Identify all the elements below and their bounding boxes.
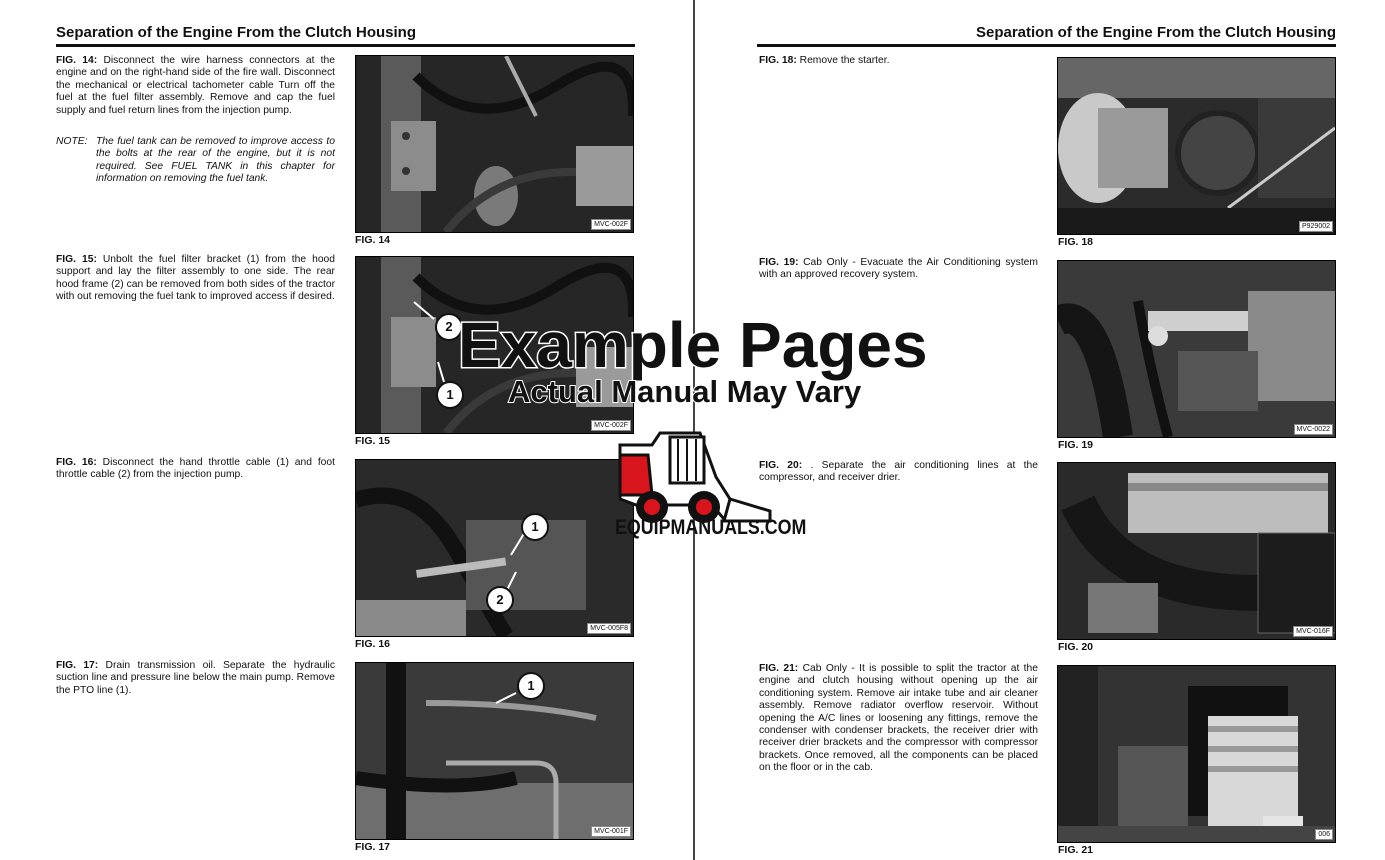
fig21-code: 006 <box>1315 829 1333 840</box>
engine-photo-graphic <box>356 56 633 232</box>
fig17-text: Drain transmission oil. Separate the hydraulic suction line and pressure line below the main pump. Remove the PTO line (1). <box>56 660 335 696</box>
fig14-instructions <box>56 55 335 117</box>
callout-1: 1 <box>436 381 464 409</box>
fig19-text: Cab Only - Evacuate the Air Conditioning system with an approved recovery system. <box>759 257 1038 281</box>
fig21-text: Cab Only - It is possible to split the tractor at the engine and clutch housing without opening up the air conditioning system. Remove air intake tube and air cleaner assembly. Remove radiator overflow reservoir. Without opening the A/C lines or loosening any fittings, remove the condenser with condenser brackets, the receiver drier with receiver drier brackets and the compressor with compressor brackets. Once removed, all the components can be placed on the floor or in the cab. <box>759 663 1038 774</box>
fig18-instructions <box>759 55 1038 67</box>
watermark-subtitle: Actual Manual May Vary <box>508 374 862 409</box>
fig14-code: MVC-002F <box>591 219 631 230</box>
fig18-code: P929002 <box>1299 221 1333 232</box>
fig14-photo <box>355 55 634 233</box>
fig20-text: . Separate the air conditioning lines at the compressor, and receiver drier. <box>759 460 1038 484</box>
fig17-caption: FIG. 17 <box>355 841 391 853</box>
fig20-photo <box>1057 462 1336 640</box>
fig19-label: FIG. 19: <box>759 257 799 268</box>
fig19-photo <box>1057 260 1336 438</box>
fig20-label: FIG. 20: <box>759 460 803 471</box>
fig20-instructions <box>759 460 1038 485</box>
fig15-label: FIG. 15: <box>56 254 97 265</box>
fig14-text: Disconnect the wire harness connectors at the engine and on the right-hand side of the fire wall. Disconnect the mechanical or electrical tachometer cable Turn off the fuel at the fuel filter assembly. Remove and cap the fuel supply and fuel return lines from the injection pump. <box>56 55 336 116</box>
fig19-caption: FIG. 19 <box>1058 439 1094 451</box>
ac-system-photo-graphic <box>1058 261 1335 437</box>
header-rule-right <box>757 44 1336 47</box>
ac-lines-photo-graphic <box>1058 463 1335 639</box>
fig15-caption: FIG. 15 <box>355 435 391 447</box>
fig17-label: FIG. 17: <box>56 660 99 671</box>
tractor-split-photo-graphic <box>1058 666 1335 842</box>
fig20-caption: FIG. 20 <box>1058 641 1094 653</box>
fig14-label: FIG. 14: <box>56 55 98 66</box>
fig15-instructions <box>56 254 335 304</box>
fig19-code: MVC-0022 <box>1294 424 1333 435</box>
hydraulic-lines-photo-graphic <box>356 663 633 839</box>
header-rule-left <box>56 44 635 47</box>
fig18-caption: FIG. 18 <box>1058 236 1094 248</box>
fig18-photo <box>1057 57 1336 235</box>
fig16-photo <box>355 459 634 637</box>
callout-2: 2 <box>486 586 514 614</box>
right-page <box>697 0 1385 860</box>
fig17-code: MVC-001F <box>591 826 631 837</box>
fig16-instructions <box>56 457 335 482</box>
callout-1: 1 <box>521 513 549 541</box>
page-header-right: Separation of the Engine From the Clutch Housing <box>975 24 1336 41</box>
fig17-photo <box>355 662 634 840</box>
page-header-left: Separation of the Engine From the Clutch Housing <box>56 24 417 41</box>
callout-2: 2 <box>435 313 463 341</box>
fig16-code: MVC-005F8 <box>587 623 631 634</box>
callout-1: 1 <box>517 672 545 700</box>
fig18-label: FIG. 18: <box>759 55 797 66</box>
fig15-code: MVC-002F <box>591 420 631 431</box>
fig17-instructions <box>56 660 335 697</box>
fig14-note <box>56 136 335 188</box>
fig21-label: FIG. 21: <box>759 663 799 674</box>
fig16-text: Disconnect the hand throttle cable (1) and foot throttle cable (2) from the injection pump. <box>56 457 335 481</box>
fig21-instructions <box>759 663 1038 775</box>
fig18-text: Remove the starter. <box>799 55 890 66</box>
fig19-instructions <box>759 257 1038 282</box>
fig14-caption: FIG. 14 <box>355 234 391 246</box>
fig16-label: FIG. 16: <box>56 457 97 468</box>
fig16-caption: FIG. 16 <box>355 638 391 650</box>
fig21-caption: FIG. 21 <box>1058 844 1094 856</box>
fig20-code: MVC-016F <box>1293 626 1333 637</box>
fig15-text: Unbolt the fuel filter bracket (1) from the hood support and lay the filter assembly to one side. The rear hood frame (2) can be removed from both sides of the tractor with out removing the fuel tank to improved access if desired. <box>56 254 335 303</box>
starter-photo-graphic <box>1058 58 1335 234</box>
fig21-photo <box>1057 665 1336 843</box>
brand-name: EQUIPMANUALS.COM <box>615 516 807 539</box>
note-label: NOTE: <box>56 136 88 147</box>
note-text: The fuel tank can be removed to improve access to the bolts at the rear of the engine, but it is not required. See FUEL TANK in this chapter for information on removing the fuel tank. <box>96 136 335 185</box>
watermark-title: Example Pages <box>458 309 928 381</box>
